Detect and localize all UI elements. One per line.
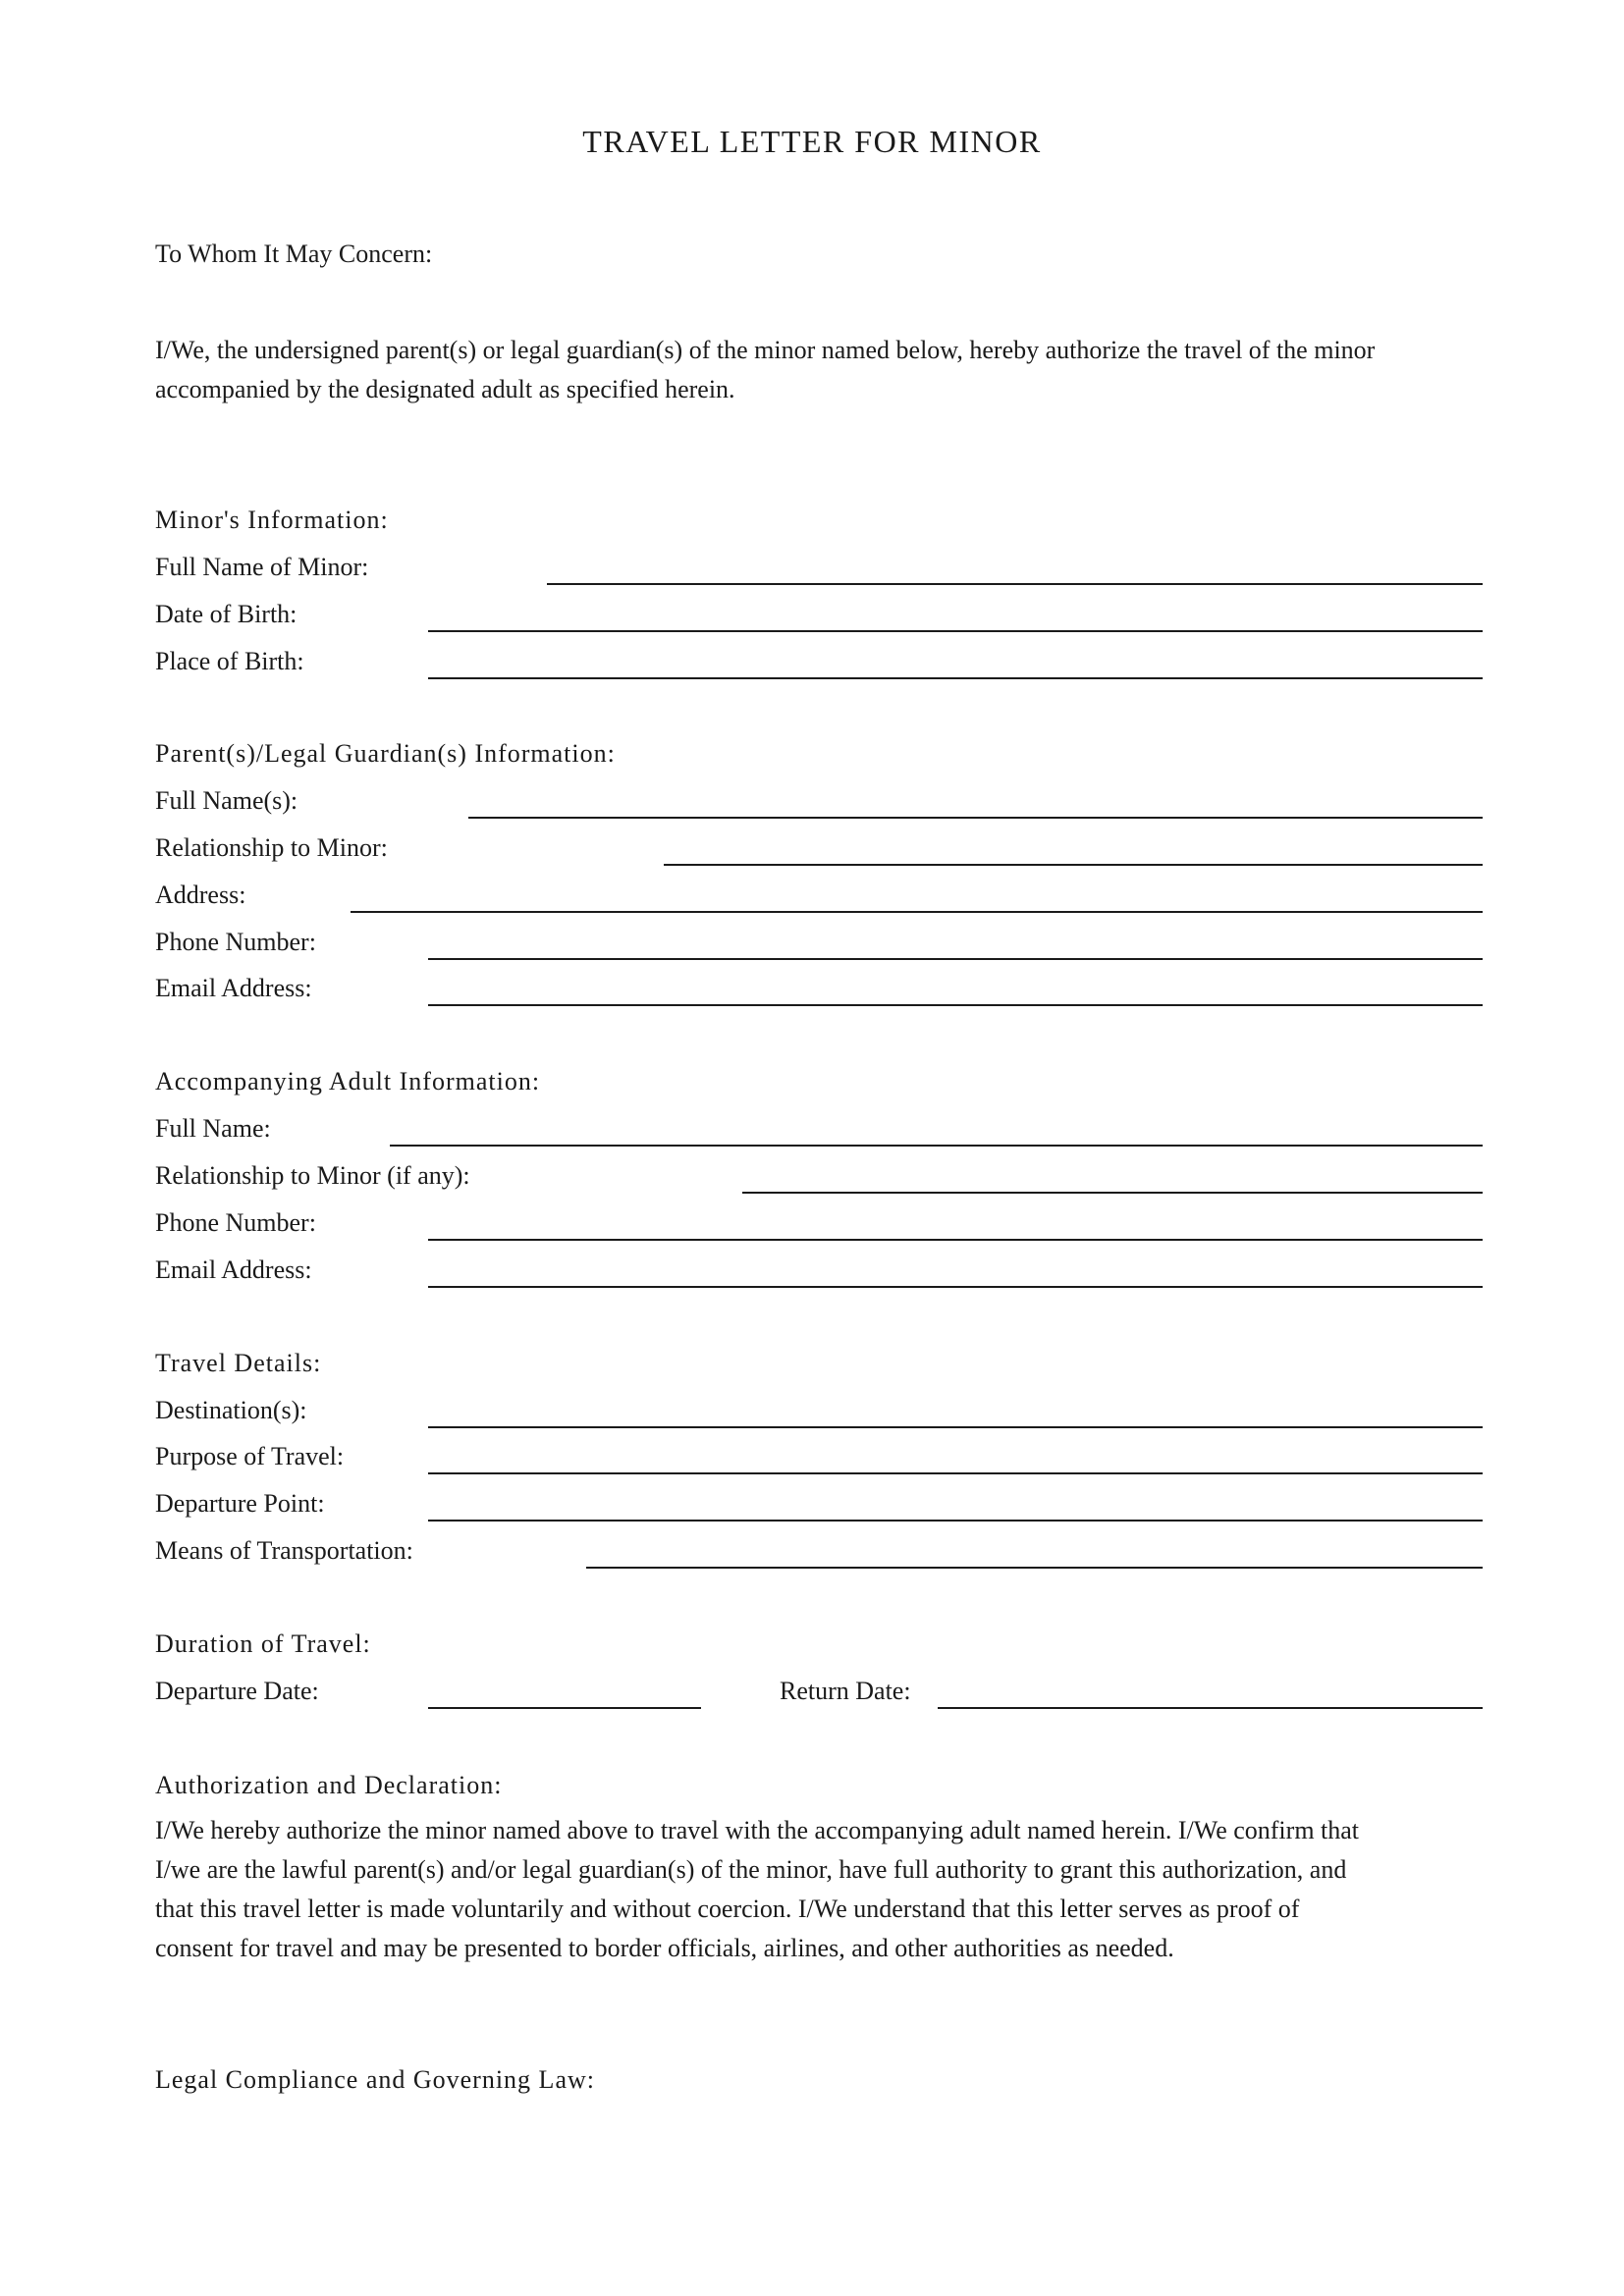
parent-address-field[interactable] <box>351 911 1483 913</box>
departure-point-field[interactable] <box>428 1520 1483 1522</box>
parent-full-names-label: Full Name(s): <box>155 786 298 815</box>
travel-section-heading: Travel Details: <box>155 1349 322 1377</box>
legal-section-heading: Legal Compliance and Governing Law: <box>155 2065 595 2094</box>
departure-point-label: Departure Point: <box>155 1489 325 1518</box>
minor-full-name-label: Full Name of Minor: <box>155 553 369 581</box>
purpose-field[interactable] <box>428 1472 1483 1474</box>
authorization-line: I/we are the lawful parent(s) and/or legal guardian(s) of the minor, have full authority to grant this authorization, and <box>155 1855 1347 1884</box>
parent-email-field[interactable] <box>428 1004 1483 1006</box>
departure-date-label: Departure Date: <box>155 1677 319 1705</box>
parent-address-label: Address: <box>155 881 246 909</box>
minor-full-name-field[interactable] <box>547 583 1483 585</box>
adult-full-name-label: Full Name: <box>155 1114 271 1143</box>
return-date-label: Return Date: <box>780 1677 911 1705</box>
return-date-field[interactable] <box>938 1707 1483 1709</box>
document-title: TRAVEL LETTER FOR MINOR <box>582 124 1042 159</box>
purpose-label: Purpose of Travel: <box>155 1442 345 1470</box>
parents-section-heading: Parent(s)/Legal Guardian(s) Information: <box>155 739 616 768</box>
transportation-field[interactable] <box>586 1567 1483 1569</box>
minor-pob-field[interactable] <box>428 677 1483 679</box>
adult-email-label: Email Address: <box>155 1255 312 1284</box>
adult-phone-label: Phone Number: <box>155 1208 316 1237</box>
authorization-section-heading: Authorization and Declaration: <box>155 1771 503 1799</box>
parent-phone-field[interactable] <box>428 958 1483 960</box>
authorization-paragraph <box>155 1811 1490 1968</box>
authorization-line: consent for travel and may be presented to border officials, airlines, and other authorities as needed. <box>155 1934 1174 1962</box>
intro-paragraph <box>155 331 1490 409</box>
authorization-line: that this travel letter is made voluntarily and without coercion. I/We understand that this letter serves as proof of <box>155 1895 1300 1923</box>
adult-full-name-field[interactable] <box>390 1145 1483 1147</box>
adult-relationship-label: Relationship to Minor (if any): <box>155 1161 470 1190</box>
adult-section-heading: Accompanying Adult Information: <box>155 1067 541 1095</box>
adult-phone-field[interactable] <box>428 1239 1483 1241</box>
minor-pob-label: Place of Birth: <box>155 647 304 675</box>
departure-date-field[interactable] <box>428 1707 701 1709</box>
authorization-line: I/We hereby authorize the minor named above to travel with the accompanying adult named herein. I/We confirm that <box>155 1816 1360 1844</box>
parent-phone-label: Phone Number: <box>155 928 316 956</box>
parent-email-label: Email Address: <box>155 974 312 1002</box>
minor-section-heading: Minor's Information: <box>155 506 389 534</box>
destination-field[interactable] <box>428 1426 1483 1428</box>
parent-full-names-field[interactable] <box>468 817 1483 819</box>
destination-label: Destination(s): <box>155 1396 307 1424</box>
transportation-label: Means of Transportation: <box>155 1536 413 1565</box>
intro-line: I/We, the undersigned parent(s) or legal guardian(s) of the minor named below, hereby authorize the travel of the minor <box>155 336 1376 364</box>
minor-dob-field[interactable] <box>428 630 1483 632</box>
minor-dob-label: Date of Birth: <box>155 600 298 628</box>
salutation: To Whom It May Concern: <box>155 240 433 268</box>
adult-email-field[interactable] <box>428 1286 1483 1288</box>
adult-relationship-field[interactable] <box>742 1192 1483 1194</box>
parent-relationship-label: Relationship to Minor: <box>155 833 388 862</box>
parent-relationship-field[interactable] <box>664 864 1483 866</box>
intro-line: accompanied by the designated adult as specified herein. <box>155 375 735 403</box>
duration-section-heading: Duration of Travel: <box>155 1629 371 1658</box>
